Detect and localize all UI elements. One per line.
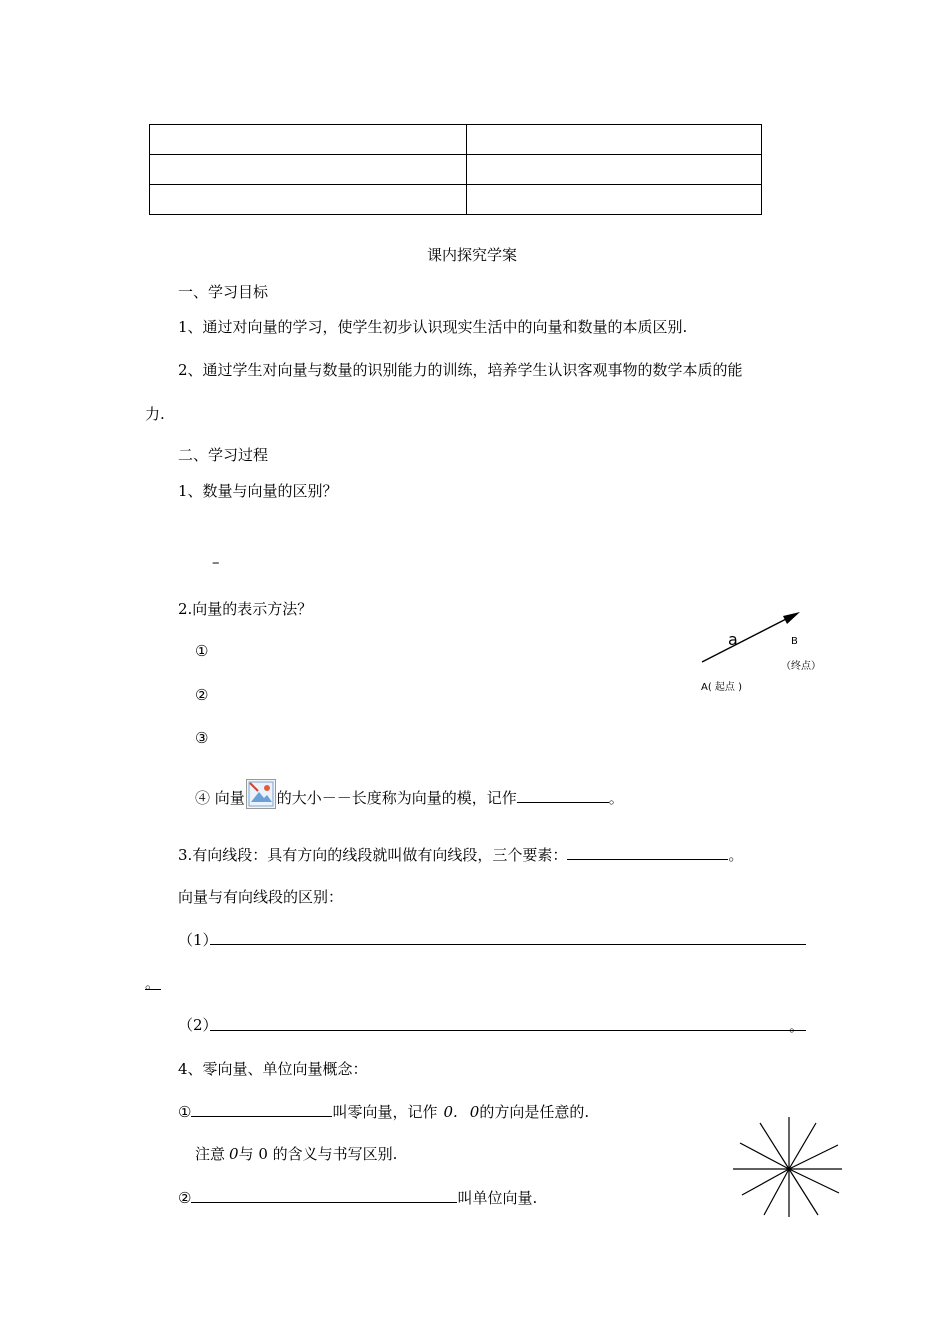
zero-symbol: 0. (443, 1103, 458, 1121)
arrow-head-icon (783, 612, 800, 624)
marker-4-text: 的大小－－长度称为向量的模，记作 (276, 789, 517, 807)
marker-3: ③ (195, 729, 209, 747)
note-prefix: 注意 (195, 1145, 226, 1163)
zero-symbol: 0 (229, 1145, 239, 1163)
process-title: 二、学习过程 (178, 446, 269, 464)
difference-2-label: （2） (178, 1016, 218, 1034)
question-3 (178, 843, 743, 865)
difference-title: 向量与有向线段的区别： (178, 888, 344, 906)
goal-item-2-cont: 力. (145, 405, 165, 423)
goal-item-1: 1、通过对向量的学习，使学生初步认识现实生活中的向量和数量的本质区别. (178, 318, 688, 336)
goal-item-2: 2、通过学生对向量与数量的识别能力的训练，培养学生认识客观事物的数学本质的能 (178, 361, 743, 379)
table-row (150, 155, 762, 185)
difference-1-blank (210, 930, 806, 945)
broken-image-icon (246, 779, 276, 809)
table-row (150, 185, 762, 215)
zero-vector-text: 叫零向量，记作 (332, 1103, 438, 1121)
unit-vector-blank (191, 1186, 457, 1203)
three-elements-blank (567, 843, 728, 860)
marker-4-prefix: ④ 向量 (195, 789, 245, 807)
marker-4-line (195, 779, 624, 809)
page-title: 课内探究学案 (427, 246, 518, 264)
vector-label-end: （终点） (781, 661, 821, 672)
unit-vector-line (178, 1186, 537, 1208)
difference-2-end: 。 (789, 1017, 805, 1035)
goals-title: 一、学习目标 (178, 283, 269, 301)
table-row (150, 125, 762, 155)
vector-label-B: B (791, 636, 798, 647)
zero-vector-blank (191, 1100, 332, 1117)
question-4: 4、零向量、单位向量概念： (178, 1060, 368, 1078)
vector-label-A: A( 起点 ) (701, 682, 743, 693)
period: 。 (608, 789, 624, 807)
difference-2-blank (210, 1016, 806, 1031)
marker-1: ① (178, 1103, 192, 1121)
vector-line (702, 617, 790, 662)
marker-2: ② (178, 1189, 192, 1207)
zero-vector-line (178, 1100, 589, 1122)
zero-symbol: 0 (469, 1103, 480, 1121)
note-line (195, 1143, 397, 1164)
unit-vectors-star (730, 1115, 845, 1220)
ray (740, 1143, 789, 1169)
question-3-text: 3.有向线段：具有方向的线段就叫做有向线段，三个要素： (178, 846, 568, 864)
header-table (149, 124, 762, 215)
marker-2: ② (195, 686, 209, 704)
difference-1-cont: 。 (145, 974, 161, 992)
marker-1: ① (195, 642, 209, 660)
vector-label-a: a (728, 630, 738, 649)
question-1: 1、数量与向量的区别？ (178, 482, 338, 500)
ray (760, 1123, 789, 1169)
question-2: 2.向量的表示方法？ (178, 600, 313, 618)
period: 。 (728, 846, 744, 864)
modulus-blank (517, 786, 609, 803)
dash-mark: – (212, 553, 220, 571)
unit-vector-text: 叫单位向量. (457, 1189, 538, 1207)
difference-1-label: （1） (178, 931, 218, 949)
zero-vector-rest: 的方向是任意的. (479, 1103, 590, 1121)
note-text: 与 0 的含义与书写区别. (238, 1145, 398, 1163)
